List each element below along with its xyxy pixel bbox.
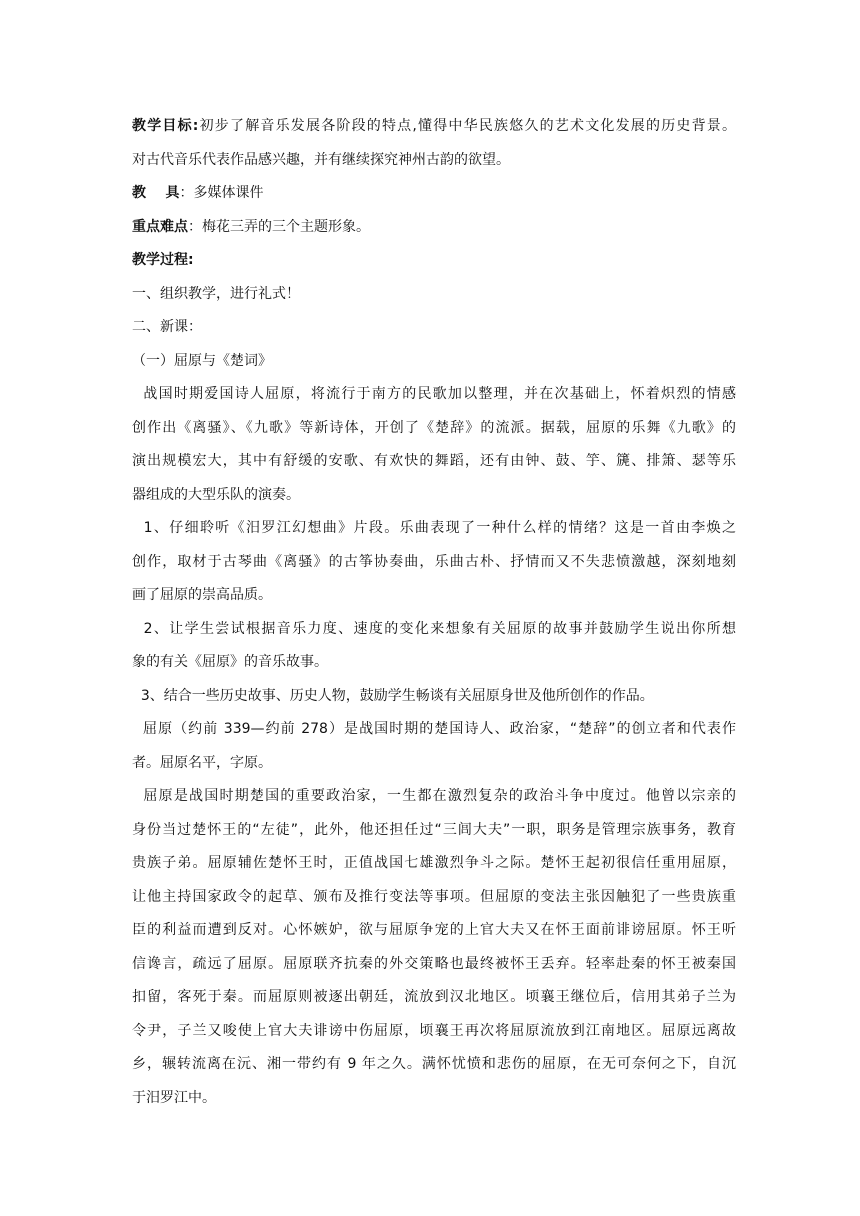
teaching-tools-label: 教 具 [132, 185, 180, 201]
key-points-label: 重点难点 [132, 218, 188, 235]
teaching-goal-line-1 [132, 110, 736, 144]
para2-line-2: 者。屈原名平，字原。 [132, 754, 272, 771]
para1-line-1: 战国时期爱国诗人屈原，将流行于南方的民歌加以整理，并在次基础上，怀着炽烈的情感 [132, 386, 736, 402]
para3-line-9: 乡，辗转流离在沅、湘一带约有 9 年之久。满怀忧愤和悲伤的屈原，在无可奈何之下，自沉 [132, 1056, 736, 1072]
item3-line-1: 3、结合一些历史故事、历史人物，鼓励学生畅谈有关屈原身世及他所创作的作品。 [132, 687, 654, 704]
para1-line-3: 演出规模宏大，其中有舒缓的安歌、有欢快的舞蹈，还有由钟、鼓、竽、篪、排箫、瑟等乐 [132, 453, 736, 469]
para1-line-4: 器组成的大型乐队的演奏。 [132, 486, 300, 503]
item2-line-1: 2、让学生尝试根据音乐力度、速度的变化来想象有关屈原的故事并鼓励学生说出你所想 [132, 620, 736, 637]
para3-line-10: 于汨罗江中。 [132, 1089, 216, 1106]
step-1: 一、组织教学，进行礼式！ [132, 285, 300, 302]
item1-line-3: 画了屈原的崇高品质。 [132, 587, 272, 603]
teaching-tools-line [132, 177, 736, 211]
key-points-text: ：梅花三弄的三个主题形象。 [188, 218, 370, 235]
para2-line-1: 屈原（约前 339—约前 278）是战国时期的楚国诗人、政治家，“楚辞”的创立者和代表作 [132, 721, 736, 737]
para3-line-7: 扣留，客死于秦。而屈原则被逐出朝廷，流放到汉北地区。顷襄王继位后，信用其弟子兰为 [132, 989, 736, 1005]
item1-line-1: 1、仔细聆听《汨罗江幻想曲》片段。乐曲表现了一种什么样的情绪？这是一首由李焕之 [132, 520, 736, 536]
para3-line-1: 屈原是战国时期楚国的重要政治家，一生都在激烈复杂的政治斗争中度过。他曾以宗亲的 [132, 788, 736, 804]
para3-line-2: 身份当过楚怀王的“左徒”，此外，他还担任过“三闾大夫”一职，职务是管理宗族事务，教育 [132, 821, 736, 838]
teaching-goal-line-2: 对古代音乐代表作品感兴趣，并有继续探究神州古韵的欲望。 [132, 151, 510, 168]
para3-line-4: 让他主持国家政令的起草、颁布及推行变法等事项。但屈原的变法主张因触犯了一些贵族重 [132, 888, 736, 905]
teaching-goal-label: 教学目标: [132, 118, 199, 134]
para3-line-8: 令尹，子兰又唆使上官大夫诽谤中伤屈原，顷襄王再次将屈原流放到江南地区。屈原远离故 [132, 1022, 736, 1039]
para3-line-5: 臣的利益而遭到反对。心怀嫉妒，欲与屈原争宠的上官大夫又在怀王面前诽谤屈原。怀王听 [132, 922, 736, 938]
document-page [132, 110, 736, 1115]
teaching-goal-text-1: 初步了解音乐发展各阶段的特点,懂得中华民族悠久的艺术文化发展的历史背景。 [198, 118, 736, 134]
item1-line-2: 创作，取材于古琴曲《离骚》的古筝协奏曲，乐曲古朴、抒情而又不失悲愤激越，深刻地刻 [132, 553, 736, 570]
para3-line-6: 信谗言，疏远了屈原。屈原联齐抗秦的外交策略也最终被怀王丢弃。轻率赴秦的怀王被秦国 [132, 955, 736, 972]
teaching-tools-text: ：多媒体课件 [179, 185, 264, 201]
para3-line-3: 贵族子弟。屈原辅佐楚怀王时，正值战国七雄激烈争斗之际。楚怀王起初很信任重用屈原， [132, 855, 736, 871]
teaching-process-heading: 教学过程: [132, 252, 194, 268]
key-points-line [132, 211, 736, 245]
step-2: 二、新课： [132, 319, 202, 335]
para1-line-2: 创作出《离骚》、《九歌》等新诗体，开创了《楚辞》的流派。据载，屈原的乐舞《九歌》的 [132, 419, 736, 436]
item2-line-2: 象的有关《屈原》的音乐故事。 [132, 654, 328, 670]
section-heading-quyuan: （一）屈原与《楚词》 [132, 352, 272, 369]
